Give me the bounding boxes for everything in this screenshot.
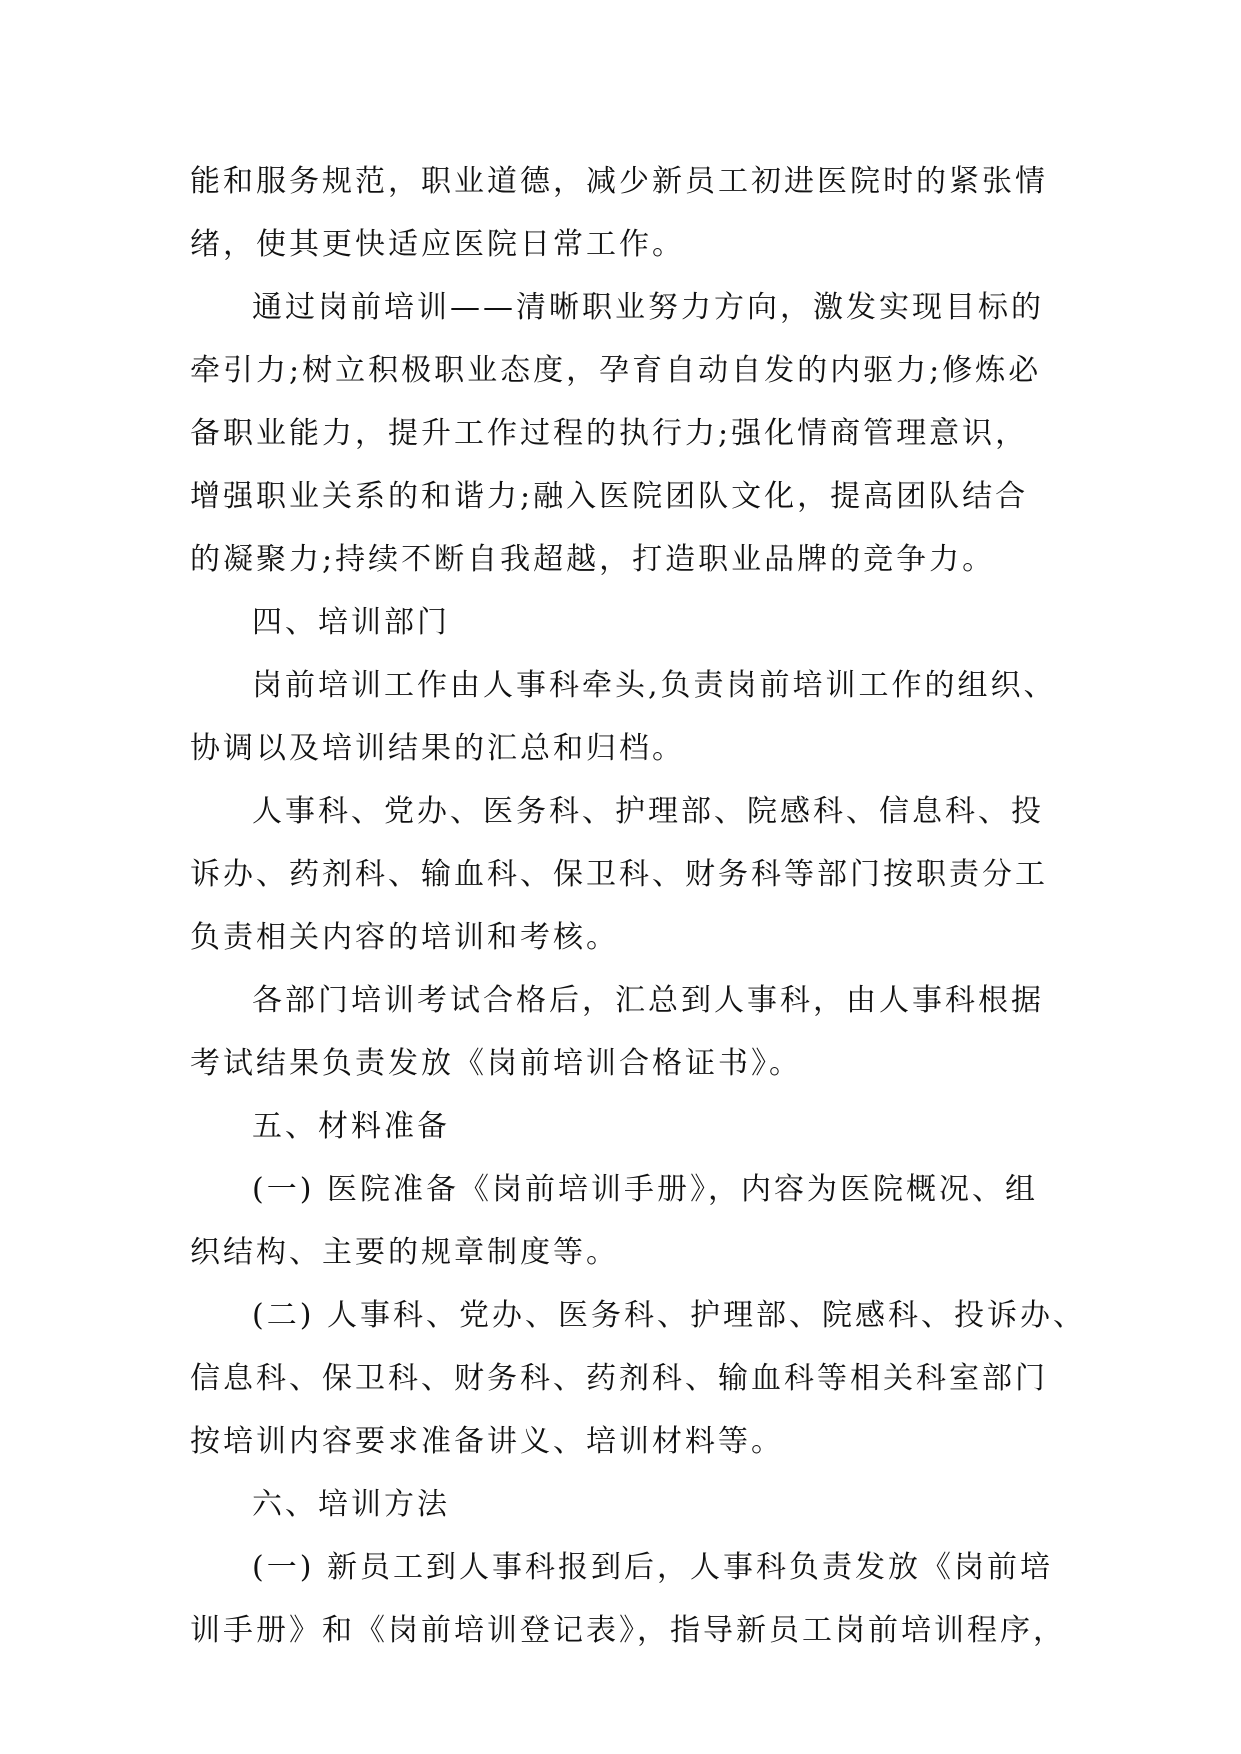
paragraph-line: 训手册》和《岗前培训登记表》，指导新员工岗前培训程序， xyxy=(190,1613,1066,1648)
paragraph-line: (一) 医院准备《岗前培训手册》，内容为医院概况、组 xyxy=(252,1172,1038,1207)
paragraph-line: 织结构、主要的规章制度等。 xyxy=(190,1235,619,1270)
paragraph-line: 诉办、药剂科、输血科、保卫科、财务科等部门按职责分工 xyxy=(190,857,1048,892)
document-body xyxy=(190,150,1086,1662)
paragraph-line: (二) 人事科、党办、医务科、护理部、院感科、投诉办、 xyxy=(252,1298,1086,1333)
paragraph-line: 负责相关内容的培训和考核。 xyxy=(190,920,619,955)
paragraph-line: (一) 新员工到人事科报到后，人事科负责发放《岗前培 xyxy=(252,1550,1053,1585)
section-heading: 六、培训方法 xyxy=(252,1487,450,1522)
paragraph-line: 的凝聚力;持续不断自我超越，打造职业品牌的竞争力。 xyxy=(190,542,996,577)
paragraph-line: 按培训内容要求准备讲义、培训材料等。 xyxy=(190,1424,784,1459)
paragraph-line: 绪，使其更快适应医院日常工作。 xyxy=(190,227,685,262)
paragraph-line: 信息科、保卫科、财务科、药剂科、输血科等相关科室部门 xyxy=(190,1361,1048,1396)
paragraph-line: 牵引力;树立积极职业态度，孕育自动自发的内驱力;修炼必 xyxy=(190,353,1042,388)
paragraph-line: 考试结果负责发放《岗前培训合格证书》。 xyxy=(190,1046,802,1081)
paragraph-line: 协调以及培训结果的汇总和归档。 xyxy=(190,731,685,766)
paragraph-line: 通过岗前培训——清晰职业努力方向，激发实现目标的 xyxy=(252,290,1044,325)
paragraph-line: 能和服务规范，职业道德，减少新员工初进医院时的紧张情 xyxy=(190,164,1048,199)
paragraph-line: 人事科、党办、医务科、护理部、院感科、信息科、投 xyxy=(252,794,1044,829)
paragraph-line: 增强职业关系的和谐力;融入医院团队文化，提高团队结合 xyxy=(190,479,1029,514)
paragraph-line: 各部门培训考试合格后，汇总到人事科，由人事科根据 xyxy=(252,983,1044,1018)
section-heading: 四、培训部门 xyxy=(252,605,450,640)
paragraph-line: 岗前培训工作由人事科牵头,负责岗前培训工作的组织、 xyxy=(252,668,1057,703)
section-heading: 五、材料准备 xyxy=(252,1109,450,1144)
paragraph-line: 备职业能力，提升工作过程的执行力;强化情商管理意识， xyxy=(190,416,1029,451)
